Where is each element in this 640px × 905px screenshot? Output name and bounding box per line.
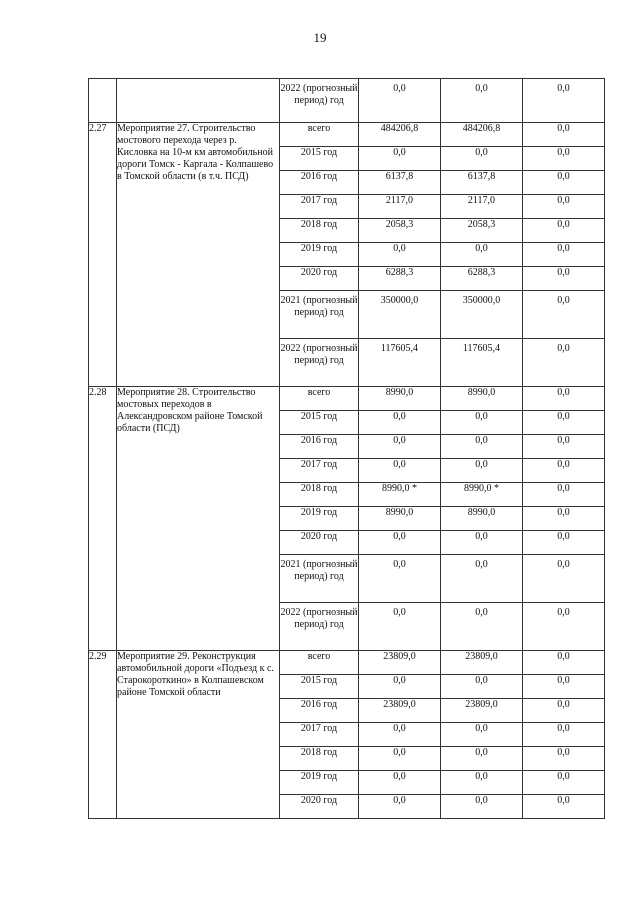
regional-budget-cell: 2117,0: [441, 195, 523, 219]
regional-budget-cell: 8990,0: [441, 387, 523, 411]
period-cell: 2021 (прогнозный период) год: [280, 291, 359, 339]
regional-budget-cell: 8990,0: [441, 507, 523, 531]
other-sources-cell: 0,0: [523, 195, 605, 219]
period-cell: 2018 год: [280, 747, 359, 771]
total-amount-cell: 0,0: [359, 147, 441, 171]
regional-budget-cell: 484206,8: [441, 123, 523, 147]
period-cell: 2022 (прогнозный период) год: [280, 79, 359, 123]
total-amount-cell: 350000,0: [359, 291, 441, 339]
other-sources-cell: 0,0: [523, 291, 605, 339]
other-sources-cell: 0,0: [523, 459, 605, 483]
other-sources-cell: 0,0: [523, 219, 605, 243]
regional-budget-cell: 0,0: [441, 79, 523, 123]
total-amount-cell: 484206,8: [359, 123, 441, 147]
budget-table-body: [89, 79, 605, 819]
regional-budget-cell: 0,0: [441, 723, 523, 747]
regional-budget-cell: 8990,0 *: [441, 483, 523, 507]
total-amount-cell: 0,0: [359, 531, 441, 555]
regional-budget-cell: 0,0: [441, 603, 523, 651]
total-amount-cell: 8990,0: [359, 387, 441, 411]
period-cell: всего: [280, 123, 359, 147]
other-sources-cell: 0,0: [523, 675, 605, 699]
regional-budget-cell: 0,0: [441, 771, 523, 795]
period-cell: 2019 год: [280, 507, 359, 531]
period-cell: 2015 год: [280, 675, 359, 699]
other-sources-cell: 0,0: [523, 603, 605, 651]
regional-budget-cell: 117605,4: [441, 339, 523, 387]
total-amount-cell: 6288,3: [359, 267, 441, 291]
regional-budget-cell: 0,0: [441, 795, 523, 819]
activity-name-cell: Мероприятие 28. Строительство мостовых переходов в Александровском районе Томской области (ПСД): [117, 387, 280, 651]
total-amount-cell: 0,0: [359, 603, 441, 651]
other-sources-cell: 0,0: [523, 411, 605, 435]
activity-name-cell: Мероприятие 27. Строительство мостового перехода через р. Кисловка на 10-м км автомобильной дороги Томск - Каргала - Колпашево в Томской области (в т.ч. ПСД): [117, 123, 280, 387]
period-cell: 2022 (прогнозный период) год: [280, 339, 359, 387]
table-row: [89, 79, 605, 123]
period-cell: 2015 год: [280, 147, 359, 171]
period-cell: 2020 год: [280, 267, 359, 291]
table-row: [89, 651, 605, 675]
row-number-cell: 2.29: [89, 651, 117, 819]
period-cell: 2022 (прогнозный период) год: [280, 603, 359, 651]
budget-table: [88, 78, 605, 819]
regional-budget-cell: 2058,3: [441, 219, 523, 243]
row-number-cell: 2.28: [89, 387, 117, 651]
period-cell: 2021 (прогнозный период) год: [280, 555, 359, 603]
period-cell: 2016 год: [280, 171, 359, 195]
period-cell: 2015 год: [280, 411, 359, 435]
period-cell: 2020 год: [280, 531, 359, 555]
other-sources-cell: 0,0: [523, 531, 605, 555]
regional-budget-cell: 0,0: [441, 675, 523, 699]
total-amount-cell: 0,0: [359, 243, 441, 267]
total-amount-cell: 0,0: [359, 675, 441, 699]
table-row: [89, 123, 605, 147]
total-amount-cell: 2117,0: [359, 195, 441, 219]
other-sources-cell: 0,0: [523, 795, 605, 819]
regional-budget-cell: 0,0: [441, 747, 523, 771]
row-number-cell: [89, 79, 117, 123]
regional-budget-cell: 0,0: [441, 243, 523, 267]
total-amount-cell: 0,0: [359, 723, 441, 747]
regional-budget-cell: 0,0: [441, 555, 523, 603]
other-sources-cell: 0,0: [523, 507, 605, 531]
other-sources-cell: 0,0: [523, 387, 605, 411]
total-amount-cell: 23809,0: [359, 651, 441, 675]
period-cell: 2018 год: [280, 483, 359, 507]
total-amount-cell: 6137,8: [359, 171, 441, 195]
period-cell: 2016 год: [280, 435, 359, 459]
total-amount-cell: 0,0: [359, 411, 441, 435]
total-amount-cell: 2058,3: [359, 219, 441, 243]
regional-budget-cell: 350000,0: [441, 291, 523, 339]
total-amount-cell: 117605,4: [359, 339, 441, 387]
regional-budget-cell: 23809,0: [441, 699, 523, 723]
other-sources-cell: 0,0: [523, 79, 605, 123]
other-sources-cell: 0,0: [523, 147, 605, 171]
period-cell: 2020 год: [280, 795, 359, 819]
activity-name-cell: Мероприятие 29. Реконструкция автомобильной дороги «Подъезд к с. Старокороткино» в Колпашевском районе Томской области: [117, 651, 280, 819]
other-sources-cell: 0,0: [523, 123, 605, 147]
other-sources-cell: 0,0: [523, 267, 605, 291]
total-amount-cell: 0,0: [359, 459, 441, 483]
other-sources-cell: 0,0: [523, 651, 605, 675]
regional-budget-cell: 6137,8: [441, 171, 523, 195]
period-cell: всего: [280, 387, 359, 411]
total-amount-cell: 0,0: [359, 435, 441, 459]
period-cell: 2016 год: [280, 699, 359, 723]
other-sources-cell: 0,0: [523, 435, 605, 459]
other-sources-cell: 0,0: [523, 699, 605, 723]
other-sources-cell: 0,0: [523, 339, 605, 387]
total-amount-cell: 8990,0 *: [359, 483, 441, 507]
activity-name-cell: [117, 79, 280, 123]
regional-budget-cell: 0,0: [441, 411, 523, 435]
regional-budget-cell: 6288,3: [441, 267, 523, 291]
regional-budget-cell: 0,0: [441, 531, 523, 555]
total-amount-cell: 0,0: [359, 771, 441, 795]
regional-budget-cell: 23809,0: [441, 651, 523, 675]
other-sources-cell: 0,0: [523, 555, 605, 603]
total-amount-cell: 23809,0: [359, 699, 441, 723]
period-cell: 2018 год: [280, 219, 359, 243]
total-amount-cell: 8990,0: [359, 507, 441, 531]
period-cell: 2019 год: [280, 243, 359, 267]
total-amount-cell: 0,0: [359, 795, 441, 819]
other-sources-cell: 0,0: [523, 771, 605, 795]
other-sources-cell: 0,0: [523, 171, 605, 195]
other-sources-cell: 0,0: [523, 747, 605, 771]
other-sources-cell: 0,0: [523, 483, 605, 507]
other-sources-cell: 0,0: [523, 243, 605, 267]
period-cell: 2017 год: [280, 459, 359, 483]
total-amount-cell: 0,0: [359, 747, 441, 771]
period-cell: всего: [280, 651, 359, 675]
row-number-cell: 2.27: [89, 123, 117, 387]
table-row: [89, 387, 605, 411]
total-amount-cell: 0,0: [359, 79, 441, 123]
regional-budget-cell: 0,0: [441, 435, 523, 459]
period-cell: 2017 год: [280, 723, 359, 747]
regional-budget-cell: 0,0: [441, 147, 523, 171]
page-number: 19: [313, 30, 327, 45]
other-sources-cell: 0,0: [523, 723, 605, 747]
period-cell: 2019 год: [280, 771, 359, 795]
total-amount-cell: 0,0: [359, 555, 441, 603]
regional-budget-cell: 0,0: [441, 459, 523, 483]
period-cell: 2017 год: [280, 195, 359, 219]
